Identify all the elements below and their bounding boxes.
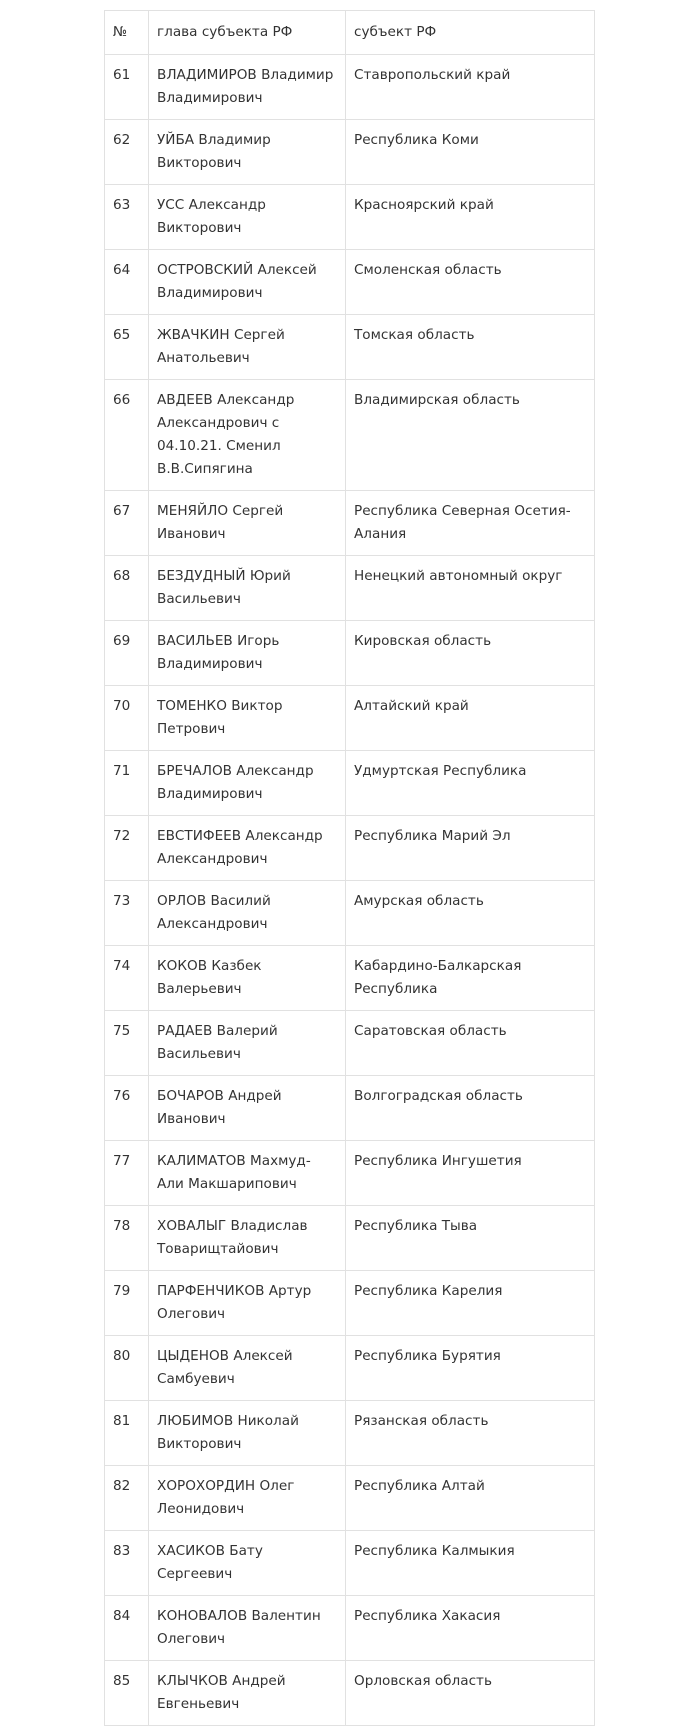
row-number: 64 (105, 250, 149, 315)
subject-cell: Рязанская область (346, 1401, 595, 1466)
subject-cell: Республика Тыва (346, 1206, 595, 1271)
row-number: 84 (105, 1596, 149, 1661)
table-row (105, 1076, 595, 1141)
row-number: 85 (105, 1661, 149, 1726)
head-of-subject-cell: БРЕЧАЛОВ Александр Владимирович (149, 751, 346, 816)
head-of-subject-cell: БЕЗДУДНЫЙ Юрий Васильевич (149, 556, 346, 621)
governors-table-container (104, 10, 594, 1726)
row-number: 71 (105, 751, 149, 816)
head-of-subject-cell: ЛЮБИМОВ Николай Викторович (149, 1401, 346, 1466)
subject-cell: Республика Коми (346, 120, 595, 185)
head-of-subject-cell: РАДАЕВ Валерий Васильевич (149, 1011, 346, 1076)
header-head-of-subject: глава субъекта РФ (149, 11, 346, 55)
head-of-subject-cell: ЖВАЧКИН Сергей Анатольевич (149, 315, 346, 380)
head-of-subject-cell: ОСТРОВСКИЙ Алексей Владимирович (149, 250, 346, 315)
row-number: 61 (105, 55, 149, 120)
row-number: 80 (105, 1336, 149, 1401)
subject-cell: Республика Бурятия (346, 1336, 595, 1401)
subject-cell: Орловская область (346, 1661, 595, 1726)
head-of-subject-cell: ПАРФЕНЧИКОВ Артур Олегович (149, 1271, 346, 1336)
head-of-subject-cell: АВДЕЕВ Александр Александрович с 04.10.21. Сменил В.В.Сипягина (149, 380, 346, 491)
subject-cell: Кабардино-Балкарская Республика (346, 946, 595, 1011)
table-row (105, 185, 595, 250)
head-of-subject-cell: ЕВСТИФЕЕВ Александр Александрович (149, 816, 346, 881)
table-row (105, 1401, 595, 1466)
row-number: 69 (105, 621, 149, 686)
head-of-subject-cell: ХОРОХОРДИН Олег Леонидович (149, 1466, 346, 1531)
governors-table (104, 10, 595, 1726)
head-of-subject-cell: ОРЛОВ Василий Александрович (149, 881, 346, 946)
head-of-subject-cell: ВАСИЛЬЕВ Игорь Владимирович (149, 621, 346, 686)
row-number: 67 (105, 491, 149, 556)
row-number: 78 (105, 1206, 149, 1271)
table-row (105, 946, 595, 1011)
table-body (105, 55, 595, 1726)
head-of-subject-cell: ТОМЕНКО Виктор Петрович (149, 686, 346, 751)
subject-cell: Ненецкий автономный округ (346, 556, 595, 621)
header-number: № (105, 11, 149, 55)
subject-cell: Владимирская область (346, 380, 595, 491)
head-of-subject-cell: ХОВАЛЫГ Владислав Товарищтайович (149, 1206, 346, 1271)
table-row (105, 1596, 595, 1661)
row-number: 68 (105, 556, 149, 621)
subject-cell: Смоленская область (346, 250, 595, 315)
head-of-subject-cell: КЛЫЧКОВ Андрей Евгеньевич (149, 1661, 346, 1726)
row-number: 66 (105, 380, 149, 491)
subject-cell: Республика Калмыкия (346, 1531, 595, 1596)
head-of-subject-cell: КОНОВАЛОВ Валентин Олегович (149, 1596, 346, 1661)
table-row (105, 380, 595, 491)
row-number: 81 (105, 1401, 149, 1466)
header-subject: субъект РФ (346, 11, 595, 55)
head-of-subject-cell: БОЧАРОВ Андрей Иванович (149, 1076, 346, 1141)
table-row (105, 55, 595, 120)
head-of-subject-cell: УСС Александр Викторович (149, 185, 346, 250)
table-row (105, 1661, 595, 1726)
table-header (105, 11, 595, 55)
head-of-subject-cell: МЕНЯЙЛО Сергей Иванович (149, 491, 346, 556)
row-number: 76 (105, 1076, 149, 1141)
row-number: 74 (105, 946, 149, 1011)
table-row (105, 1531, 595, 1596)
table-row (105, 881, 595, 946)
head-of-subject-cell: КАЛИМАТОВ Махмуд-Али Макшарипович (149, 1141, 346, 1206)
table-row (105, 491, 595, 556)
row-number: 82 (105, 1466, 149, 1531)
head-of-subject-cell: ХАСИКОВ Бату Сергеевич (149, 1531, 346, 1596)
subject-cell: Республика Северная Осетия-Алания (346, 491, 595, 556)
row-number: 72 (105, 816, 149, 881)
subject-cell: Республика Ингушетия (346, 1141, 595, 1206)
subject-cell: Красноярский край (346, 185, 595, 250)
table-row (105, 816, 595, 881)
header-row (105, 11, 595, 55)
table-row (105, 621, 595, 686)
subject-cell: Амурская область (346, 881, 595, 946)
table-row (105, 1206, 595, 1271)
subject-cell: Волгоградская область (346, 1076, 595, 1141)
row-number: 73 (105, 881, 149, 946)
table-row (105, 1011, 595, 1076)
table-row (105, 1271, 595, 1336)
head-of-subject-cell: ВЛАДИМИРОВ Владимир Владимирович (149, 55, 346, 120)
subject-cell: Республика Карелия (346, 1271, 595, 1336)
table-row (105, 250, 595, 315)
table-row (105, 686, 595, 751)
subject-cell: Удмуртская Республика (346, 751, 595, 816)
subject-cell: Кировская область (346, 621, 595, 686)
table-row (105, 1336, 595, 1401)
table-row (105, 120, 595, 185)
table-row (105, 1141, 595, 1206)
table-row (105, 315, 595, 380)
subject-cell: Алтайский край (346, 686, 595, 751)
head-of-subject-cell: КОКОВ Казбек Валерьевич (149, 946, 346, 1011)
subject-cell: Ставропольский край (346, 55, 595, 120)
table-row (105, 1466, 595, 1531)
row-number: 77 (105, 1141, 149, 1206)
table-row (105, 556, 595, 621)
subject-cell: Республика Марий Эл (346, 816, 595, 881)
subject-cell: Республика Алтай (346, 1466, 595, 1531)
row-number: 62 (105, 120, 149, 185)
subject-cell: Томская область (346, 315, 595, 380)
subject-cell: Республика Хакасия (346, 1596, 595, 1661)
row-number: 65 (105, 315, 149, 380)
head-of-subject-cell: ЦЫДЕНОВ Алексей Самбуевич (149, 1336, 346, 1401)
row-number: 79 (105, 1271, 149, 1336)
table-row (105, 751, 595, 816)
row-number: 75 (105, 1011, 149, 1076)
row-number: 70 (105, 686, 149, 751)
head-of-subject-cell: УЙБА Владимир Викторович (149, 120, 346, 185)
row-number: 83 (105, 1531, 149, 1596)
row-number: 63 (105, 185, 149, 250)
subject-cell: Саратовская область (346, 1011, 595, 1076)
